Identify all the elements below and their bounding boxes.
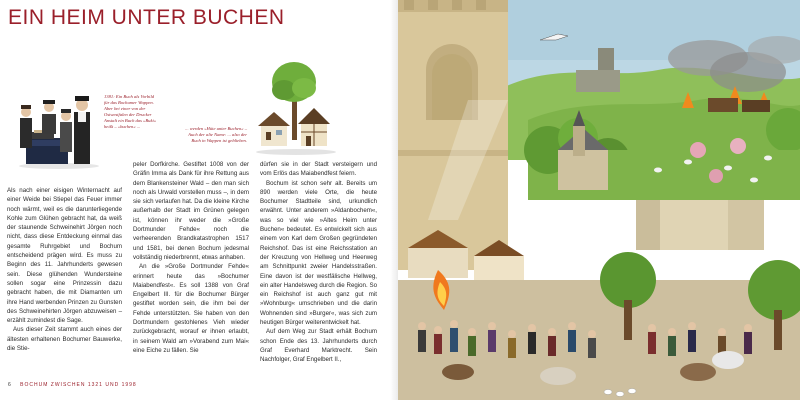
illustration-caption-1: 1381: Ein Buch als Vorbild für das Bochumer Wappen. Aber bei einer von der Ostwestfalen der Drucker Anstalt ein Buch das »Buki« heißt – »buchen« ... — [104, 94, 157, 129]
page-title: EIN HEIM UNTER BUCHEN — [8, 6, 285, 29]
illustration-beech-house — [252, 60, 338, 156]
text-column-3 — [260, 160, 377, 365]
illustration-medieval-town — [398, 0, 800, 400]
illustration-scribes — [18, 94, 100, 170]
book-gutter — [390, 0, 398, 400]
paragraph: dürfen sie in der Stadt versteigern und vom Erlös das Maiabendfest feiern. — [260, 161, 377, 178]
running-title: BOCHUM ZWISCHEN 1321 UND 1998 — [20, 382, 137, 388]
paragraph: Als nach einer eisigen Winternacht auf einer Weide bei Stiepel das Feuer immer noch wärmt, weil es die darunterliegende Kohle zum Glühen gebracht hat, da weiß der staunende Schweinehirt Jörgen noch nicht, dass diese Entdeckung einmal das gesamte Ruhrgebiet und Bochum entscheidend prägen wird. Es muss zu Beginn des 11. Jahrhunderts gewesen sein. Diese glühenden Wundersteine sollen sogar eine Prinzessin dazu gebracht haben, die mit Diamanten um ihre Hand werbenden Prinzen zu Gunsten des Schweinehirten Jörgen abzuweisen – erzählt zumindest die Sage. — [7, 187, 122, 325]
page-footer — [8, 382, 137, 388]
right-page — [398, 0, 800, 400]
paragraph: Bochum ist schon sehr alt. Bereits um 890 werden viele Orte, die heute Bochumer Stadtteile sind, urkundlich erwähnt. Unter anderem »Aldanbochem«, was so viel wie »Altes Heim unter Buchen« bedeutet. Es entwickelt sich aus einem von Karl dem Großen gegründeten Reichshof. Das ist eine Reichsstation an der Kreuzung von Hellweg und Heerweg am Schnittpunkt zweier Handelsstraßen. Eine davon ist der westfälische Hellweg, ein alter Handelsweg durch die Region. So ein Reichshof ist auch ganz gut mit »Wohnburg« umschrieben und die darin Wohnenden sind »Burger«, was sich zum heutigen Bürger weiterentwickelt hat. — [260, 179, 377, 327]
paragraph: Auf dem Weg zur Stadt erhält Bochum schon Ende des 13. Jahrhunderts durch Graf Everhard Marktrecht. Sein Nachfolger, Graf Engelbert II., — [260, 328, 377, 364]
text-column-1 — [7, 186, 122, 353]
page-number: 6 — [8, 382, 12, 388]
text-column-2 — [133, 160, 249, 355]
illustration-caption-2: ... werden »Hüte unter Buchen« – Auch der alte Name: ... also der Buch in Wappen ist geblieben. — [185, 126, 247, 143]
left-page — [0, 0, 398, 400]
paragraph: Aus dieser Zeit stammt auch eines der ältesten erhaltenen Bochumer Bauwerke, die Stie- — [7, 326, 122, 353]
paragraph: peler Dorfkirche. Gestiftet 1008 von der Gräfin Imma als Dank für ihre Rettung aus dem Blankensteiner Wald – den man sich noch als Urwald vorstellen muss –, in dem sie sich verlaufen hat. Da die kleine Kirche außerhalb der Stadt im Grünen gelegen ist, können ihr weder die »Große Dortmunder Fehde« noch die verheerenden Brandkatastrophen 1517 und 1581, bei denen Bochum jedesmal vollständig niederbrennt, etwas anhaben. — [133, 161, 249, 261]
paragraph: An die »Große Dortmunder Fehde« erinnert heute das »Bochumer Maiabendfest«. Es soll 1388 von Graf Engelbert III. für die Bochumer Bürger gestiftet worden sein, die ihm bei der Fehde unterstützten. Sie haben von den Dortmundern gestohlenes Vieh wieder zurückgebracht, worauf er ihnen erlaubt, in seinem Wald am »Vorabend zum Mai« eine Eiche zu fällen. Sie — [133, 263, 249, 354]
